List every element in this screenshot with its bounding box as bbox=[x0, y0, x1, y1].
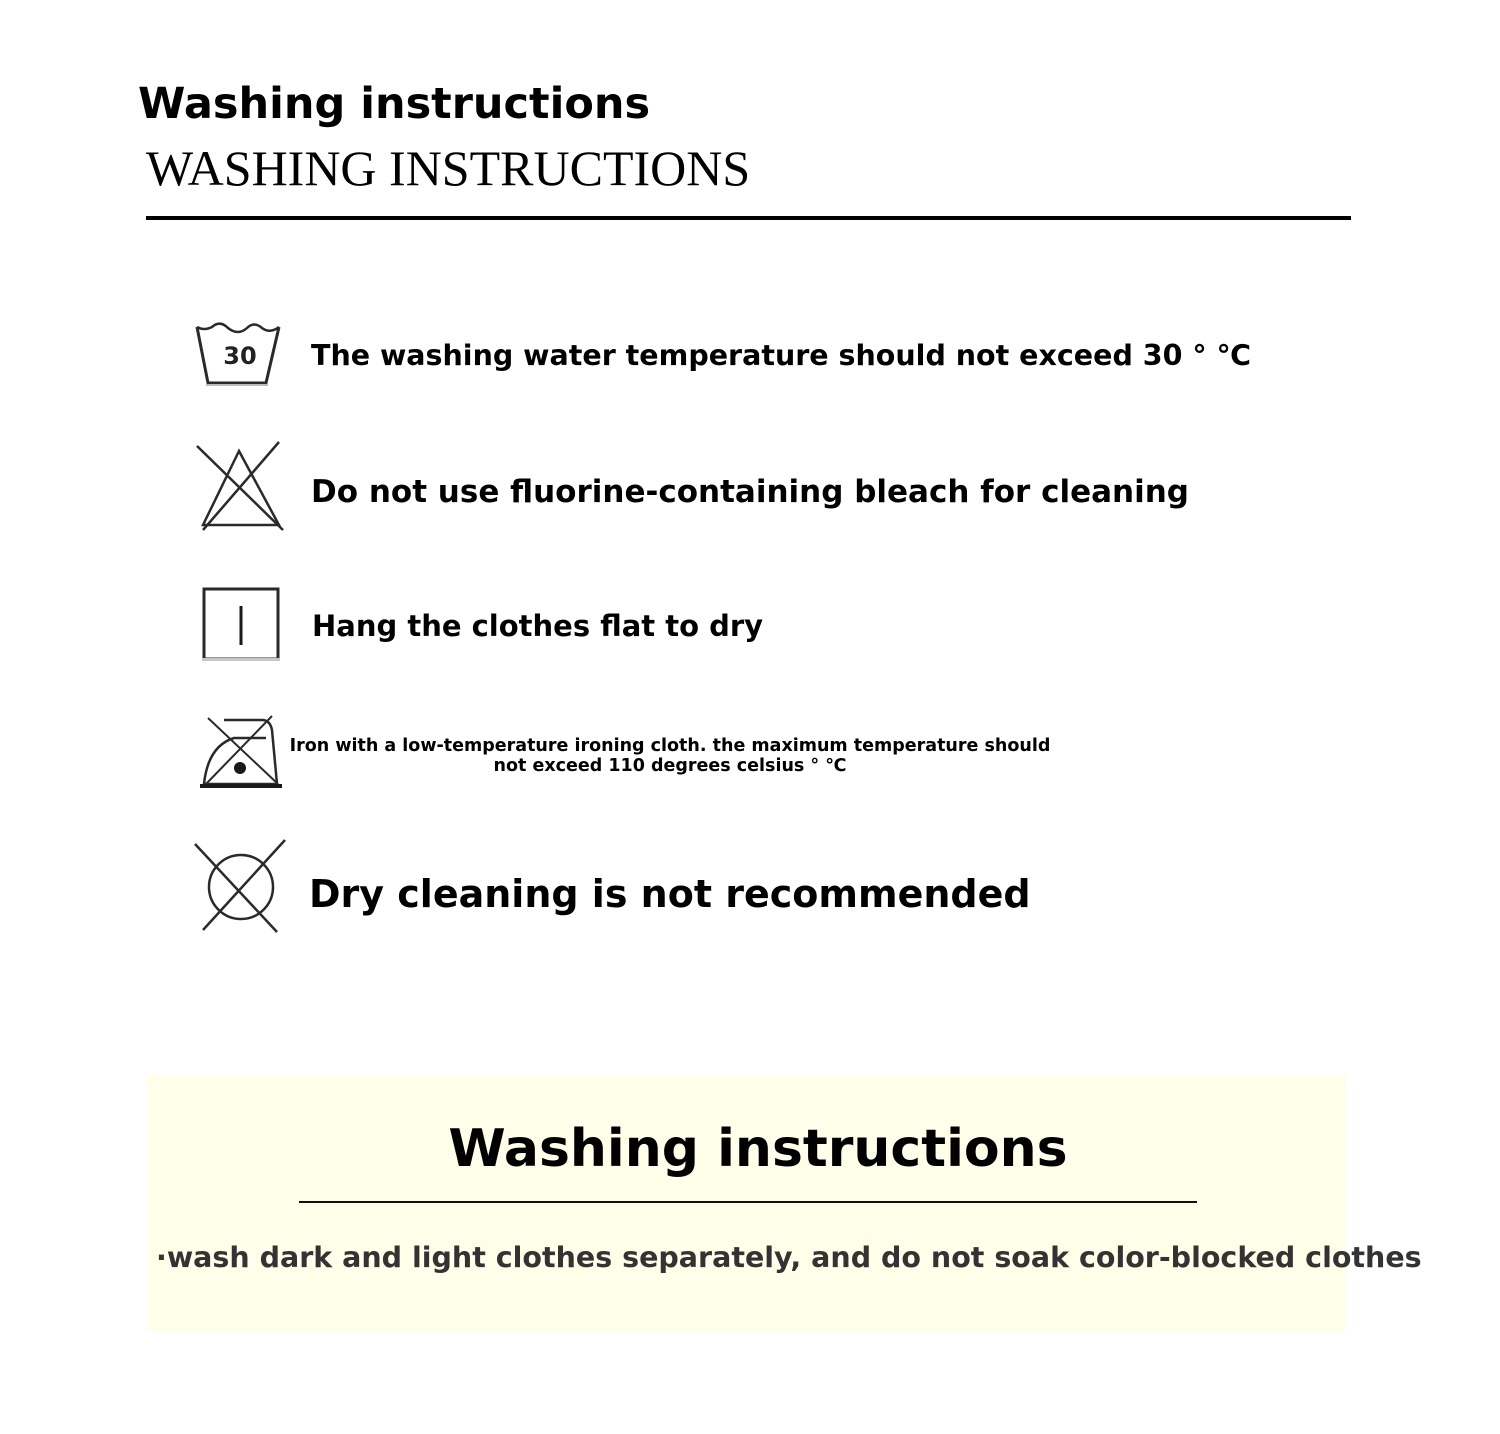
care-text-dry-clean: Dry cleaning is not recommended bbox=[309, 872, 1031, 916]
note-divider bbox=[299, 1201, 1197, 1203]
care-text-iron-line1: Iron with a low-temperature ironing cloth. the maximum temperature should bbox=[289, 736, 1051, 756]
no-dry-clean-icon bbox=[193, 838, 293, 938]
wash-temp-label: 30 bbox=[223, 342, 257, 370]
note-title: Washing instructions bbox=[448, 1119, 1068, 1179]
page-title: Washing instructions bbox=[138, 79, 651, 129]
no-bleach-icon bbox=[193, 440, 293, 540]
care-text-iron bbox=[280, 736, 1060, 776]
care-text-bleach: Do not use fluorine-containing bleach for cleaning bbox=[311, 474, 1189, 510]
care-text-dry: Hang the clothes flat to dry bbox=[312, 609, 764, 643]
care-text-wash: The washing water temperature should not exceed 30 ° ℃ bbox=[311, 339, 1252, 372]
wash-30-icon bbox=[190, 318, 290, 418]
title-divider bbox=[146, 216, 1351, 220]
care-text-iron-line2: not exceed 110 degrees celsius ° ℃ bbox=[493, 756, 847, 776]
note-panel bbox=[148, 1076, 1346, 1332]
flat-dry-icon bbox=[200, 586, 300, 686]
note-bullet: ·wash dark and light clothes separately, and do not soak color-blocked clothes bbox=[156, 1241, 1422, 1274]
page-title-caps: WASHING INSTRUCTIONS bbox=[146, 140, 751, 196]
